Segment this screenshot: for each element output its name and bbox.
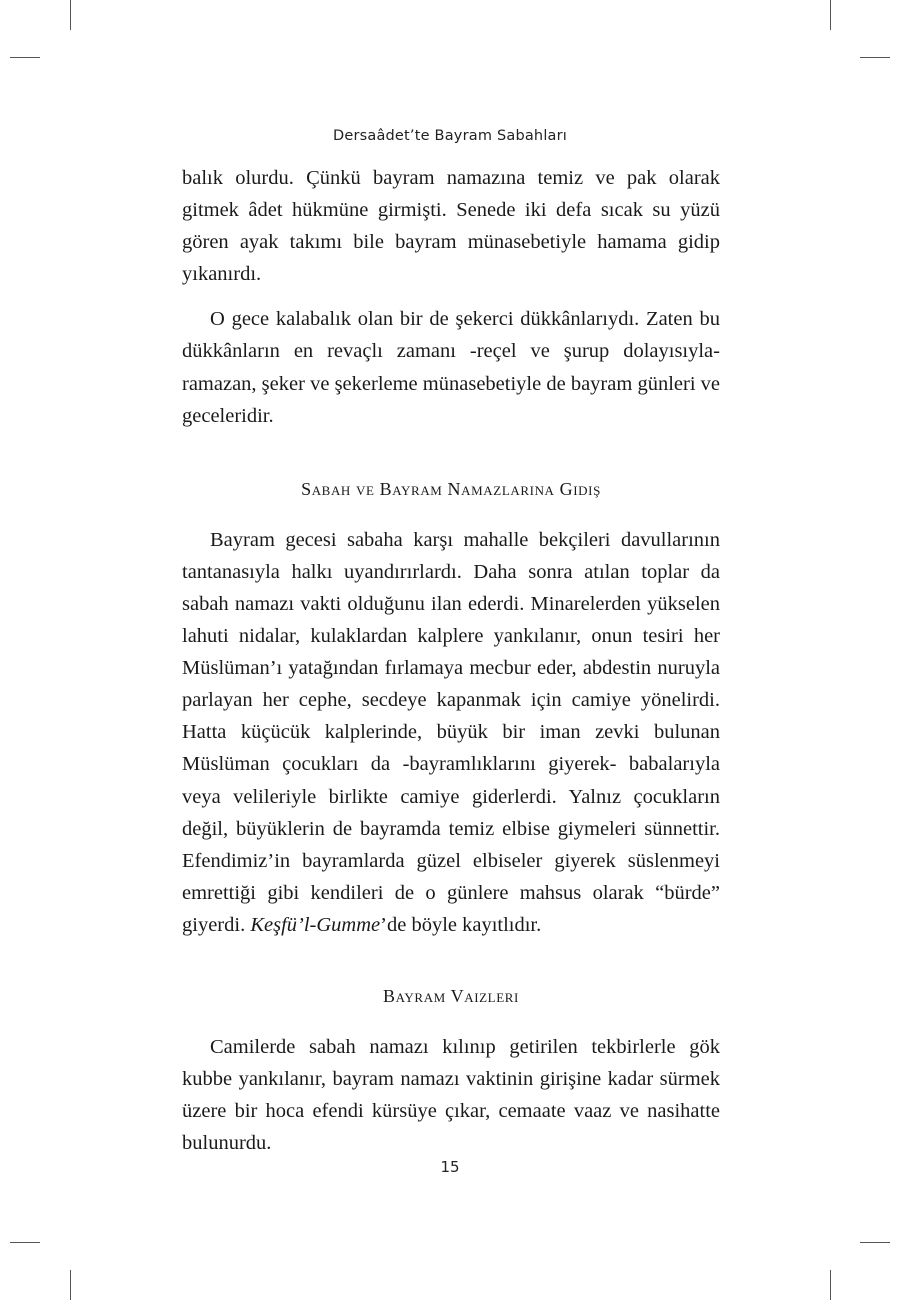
crop-mark [860,57,890,58]
crop-mark [830,0,831,30]
crop-mark [70,1270,71,1300]
paragraph: O gece kalabalık olan bir de şekerci dükkânlarıydı. Zaten bu dükkânların en revaçlı zamanı -reçel ve şurup dolayısıyla- ramazan, şeker ve şekerleme münasebetiyle de bayram günleri ve geceleridir. [182,308,720,427]
crop-mark [10,57,40,58]
book-title: Keşfü’l-Gumme [250,913,381,936]
paragraph-text: ’de böyle kayıtlıdır. [380,913,542,936]
crop-mark [830,1270,831,1300]
paragraph-text: Bayram gecesi sabaha karşı mahalle bekçileri davullarının tantanasıyla halkı uyandırırlardı. Daha sonra atılan toplar da sabah namazı vakti olduğunu ilan ederdi. Minarelerden yükselen lahuti nidalar, kulaklardan kalplere yankılanır, onun tesiri her Müslüman’ı yatağından fırlamaya mecbur eder, abdestin nuruyla parlayan her cephe, secdeye kapanmak için camiye yönelirdi. Hatta küçücük kalplerinde, büyük bir iman zevki bulunan Müslüman çocukları da -bayramlıklarını giyerek- babalarıyla veya velileriyle birlikte camiye giderlerdi. Yalnız çocukların değil, büyüklerin de bayramda temiz elbise giymeleri sünnettir. Efendimiz’in bayramlarda güzel elbiseler giyerek süslenmeyi emrettiği gibi kendileri de o günlere mahsus olarak “bürde” giyerdi. [182,528,720,936]
paragraph [182,524,720,941]
paragraph: Camilerde sabah namazı kılınıp getirilen tekbirlerle gök kubbe yankılanır, bayram namazı vaktinin girişine kadar sürmek üzere bir hoca efendi kürsüye çıkar, cemaate vaaz ve nasihatte bulunurdu. [182,1035,720,1155]
crop-mark [10,1242,40,1243]
running-head: Dersaâdet’te Bayram Sabahları [332,128,568,144]
page-number: 15 [440,1158,460,1176]
paragraph: balık olurdu. Çünkü bayram namazına temiz ve pak olarak gitmek âdet hükmüne girmişti. Senede iki defa sıcak su yüzü gören ayak takımı bile bayram münasebetiyle hamama gidip yıkanırdı. [182,167,720,286]
crop-mark [860,1242,890,1243]
section-heading: Sabah ve Bayram Namazlarına Gidiş [301,478,601,499]
section-heading: Bayram Vaizleri [383,985,519,1006]
body-text [182,162,720,1159]
crop-mark [70,0,71,30]
